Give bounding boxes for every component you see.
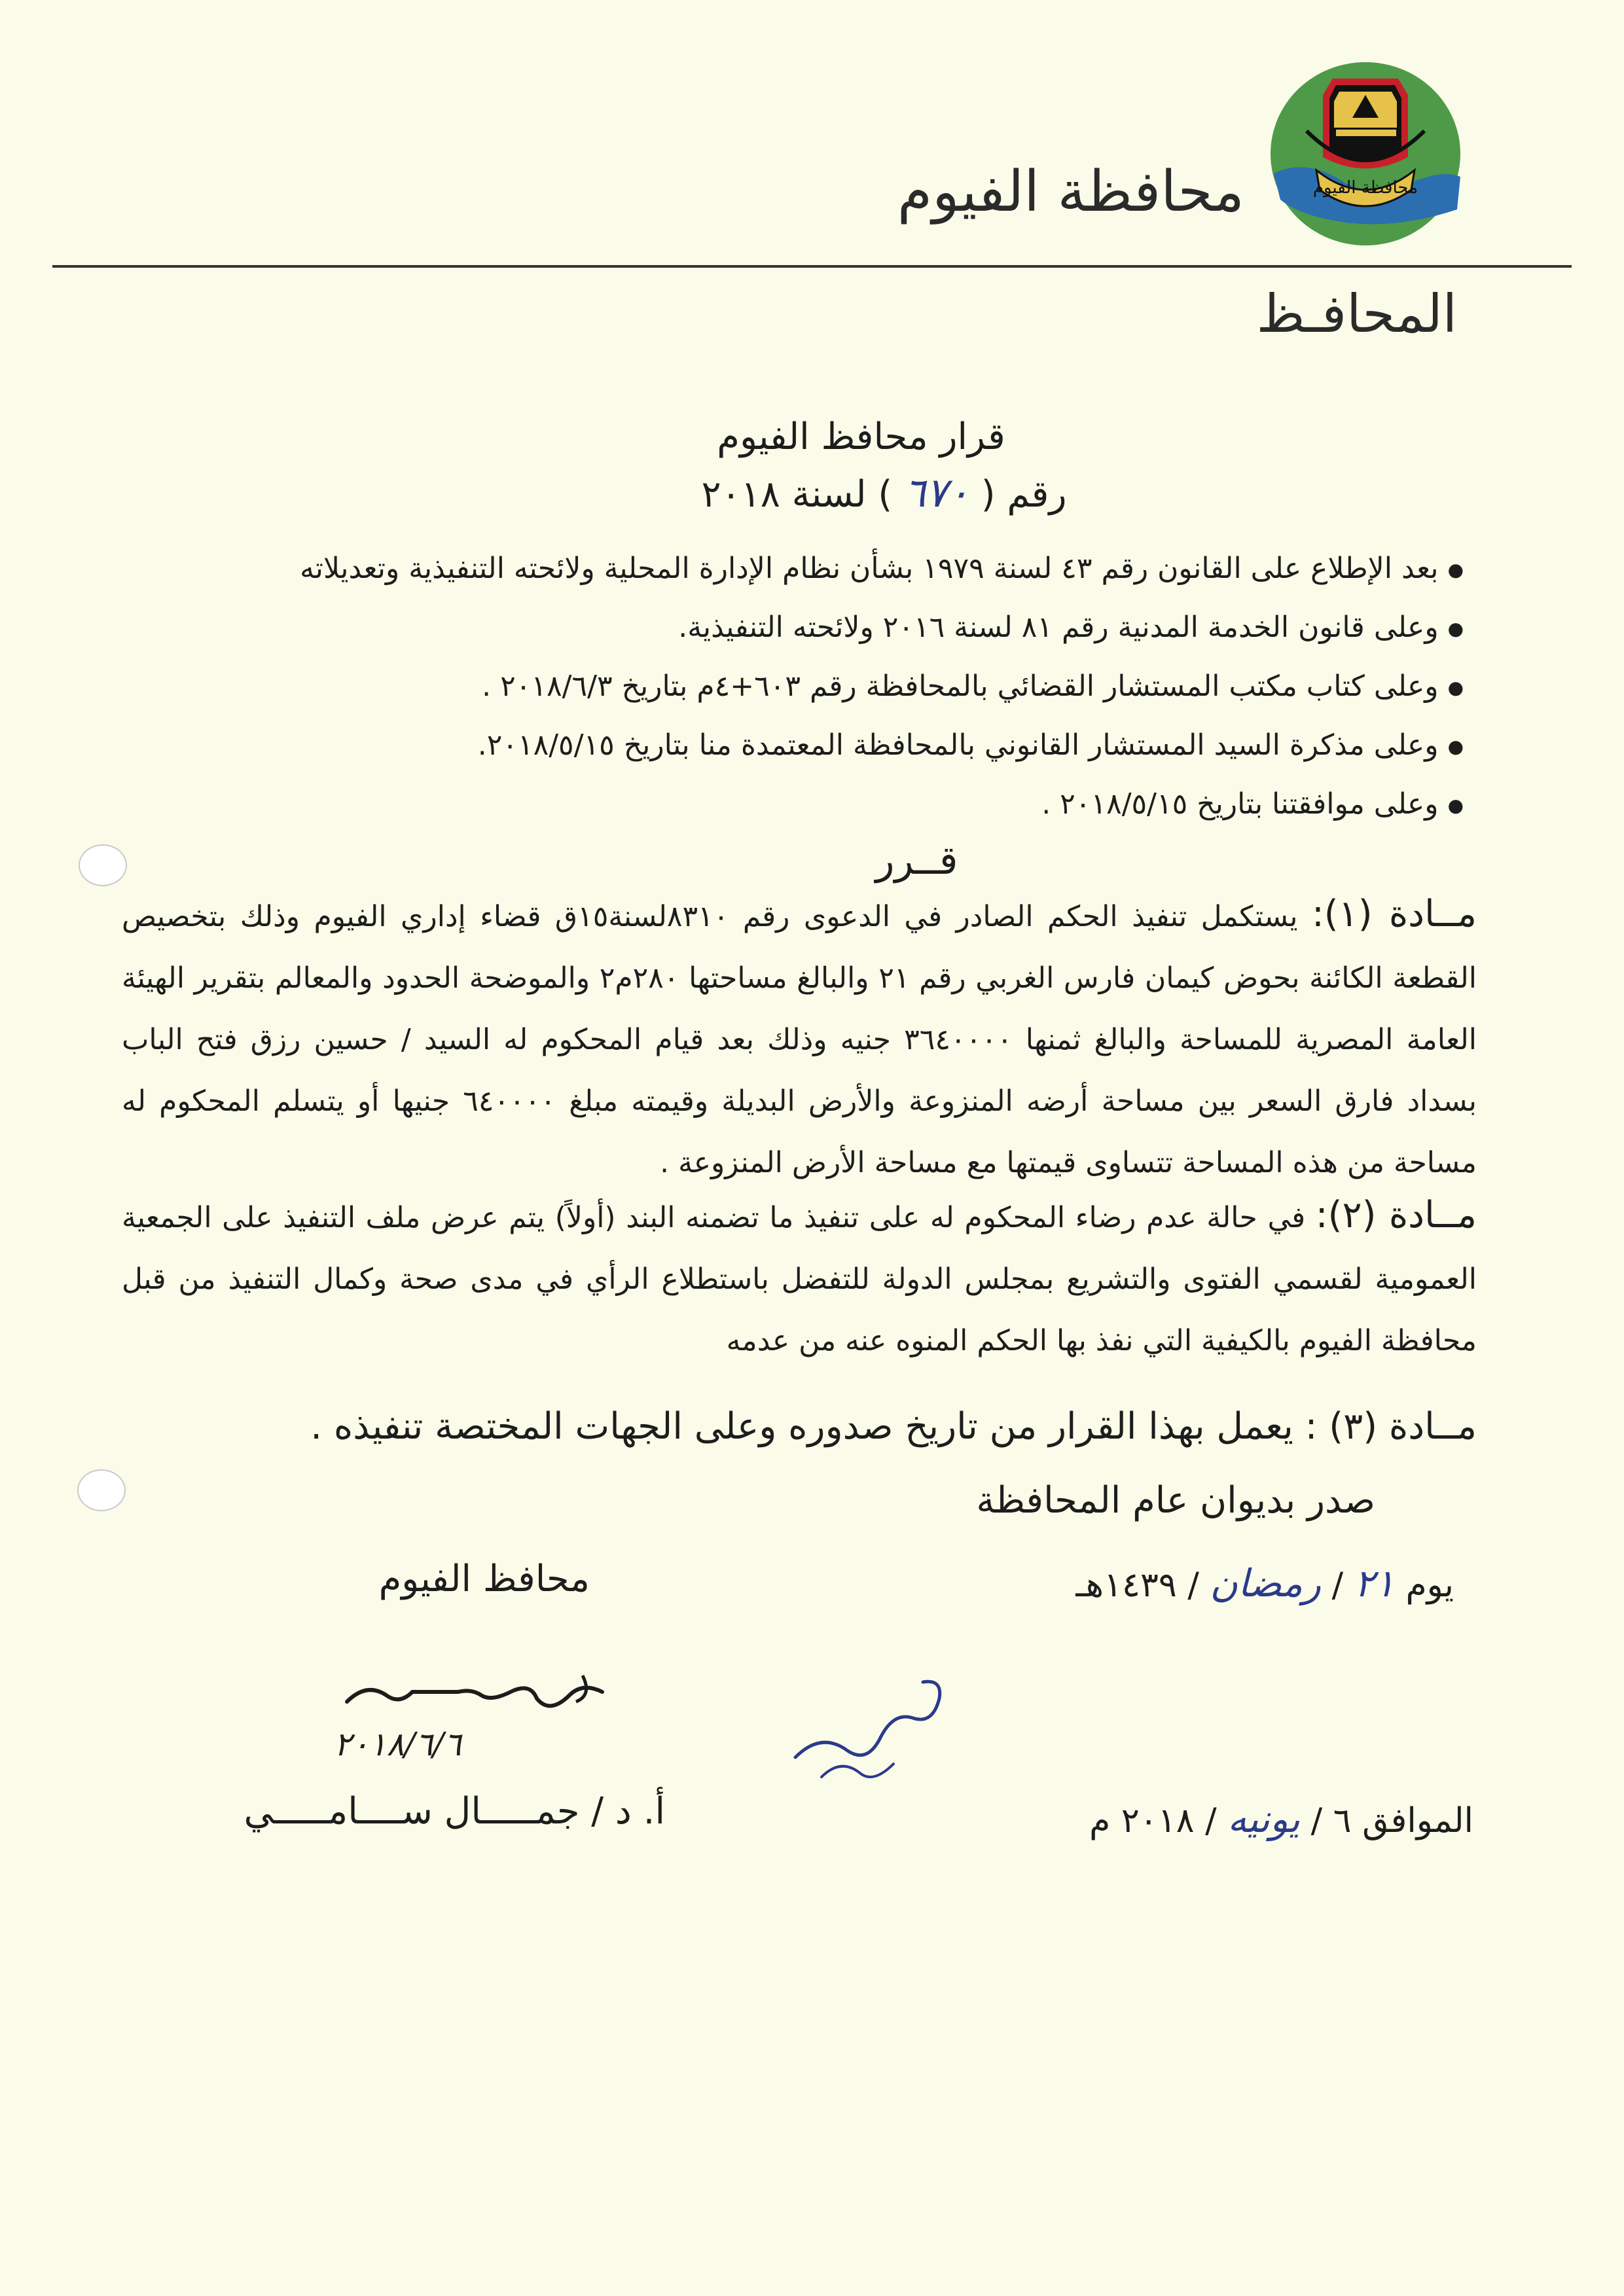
greg-year: / ٢٠١٨ م [1089,1801,1217,1840]
preamble-item: ●وعلى مذكرة السيد المستشار القانوني بالمحافظة المعتمدة منا بتاريخ ٢٠١٨/٥/١٥. [477,728,1464,762]
office-title: المحافـظ [1256,283,1457,344]
article-3 [122,1401,1477,1453]
preamble-item: ●وعلى كتاب مكتب المستشار القضائي بالمحافظة رقم ٦٠٣+٤م بتاريخ ٢٠١٨/٦/٣ . [482,670,1464,703]
hijri-day-handwritten: ٢١ [1354,1561,1395,1605]
greg-month-handwritten: يونيه [1227,1797,1301,1841]
preamble-list [220,540,1464,834]
governorate-name: محافظة الفيوم [897,159,1244,224]
bullet-icon: ● [1447,618,1464,639]
hijri-year: / ١٤٣٩هـ [1075,1566,1199,1605]
punch-hole [79,844,127,886]
header-divider [52,265,1572,268]
decree-number [0,469,1624,516]
decree-title: قرار محافظ الفيوم [717,416,1005,458]
bullet-icon: ● [1447,795,1464,816]
issued-at: صدر بديوان عام المحافظة [976,1479,1375,1522]
decree-number-suffix: ) لسنة ٢٠١٨ [701,473,893,516]
article-1 [122,884,1477,1194]
gregorian-date [1089,1797,1473,1841]
signature-date: ٢٠١٨/٦/٦ [334,1725,461,1763]
decree-number-handwritten: ٦٧٠ [904,469,969,516]
article-3-label: مــادة (٣) : [1305,1405,1477,1448]
hijri-date: يوم ٢١ / رمضان / ١٤٣٩هـ [1075,1561,1454,1605]
hijri-month-handwritten: رمضان [1210,1561,1322,1605]
hijri-prefix: يوم [1405,1566,1454,1605]
article-3-text: يعمل بهذا القرار من تاريخ صدوره وعلى الجهات المختصة تنفيذه . [310,1405,1293,1448]
article-1-label: مــادة (١): [1311,893,1477,935]
bullet-icon: ● [1447,736,1464,757]
decided-heading: قــرر [875,838,958,884]
punch-hole [77,1469,126,1511]
article-2-label: مــادة (٢): [1315,1194,1477,1236]
preamble-item: ●بعد الإطلاع على القانون رقم ٤٣ لسنة ١٩٧٩ بشأن نظام الإدارة المحلية ولائحته التنفيذية وتعديلاته [300,552,1464,585]
preamble-item: ●وعلى موافقتنا بتاريخ ٢٠١٨/٥/١٥ . [1041,787,1464,821]
svg-text:محافظة الفيوم: محافظة الفيوم [1312,178,1418,198]
bullet-icon: ● [1447,677,1464,698]
signer-name: أ. د / جمـــــال ســــامـــــي [244,1790,665,1833]
article-2 [122,1185,1477,1372]
signature-graphic [340,1656,615,1728]
greg-prefix: الموافق ٦ / [1310,1801,1473,1840]
article-2-text: في حالة عدم رضاء المحكوم له على تنفيذ ما تضمنه البند (أولاً) يتم عرض ملف التنفيذ على الجمعية العمومية لقسمي الفتوى والتشريع بمجلس الدولة للتفضل باستطلاع الرأي في مدى صحة وكمال التنفيذ من قبل محافظة الفيوم بالكيفية التي نفذ بها الحكم المنوه عنه من عدمه [122,1201,1477,1357]
decree-number-prefix: رقم ( [981,473,1067,516]
signer-role: محافظ الفيوم [378,1558,590,1600]
bullet-icon: ● [1447,559,1464,581]
preamble-item: ●وعلى قانون الخدمة المدنية رقم ٨١ لسنة ٢٠١٦ ولائحته التنفيذية. [678,611,1464,644]
article-1-text: يستكمل تنفيذ الحكم الصادر في الدعوى رقم ٨٣١٠لسنة١٥ق قضاء إداري الفيوم وذلك بتخصيص القطعة الكائنة بحوض كيمان فارس الغربي رقم ٢١ والبالغ مساحتها ٢٨٠م٢ والموضحة الحدود والمعالم بتقرير الهيئة العامة المصرية للمساحة والبالغ ثمنها ٣٦٤٠٠٠٠ جنيه وذلك بعد قيام المحكوم له السيد / حسين رزق فتح الباب بسداد فارق السعر بين مساحة أرضه المنزوعة والأرض البديلة وقيمته مبلغ ٦٤٠٠٠٠ جنيها أو يتسلم المحكوم له مساحة من هذه المساحة تتساوى قيمتها مع مساحة الأرض المنزوعة . [122,900,1477,1179]
initials-signature-graphic [782,1659,952,1790]
fayoum-emblem-icon [1267,59,1464,249]
